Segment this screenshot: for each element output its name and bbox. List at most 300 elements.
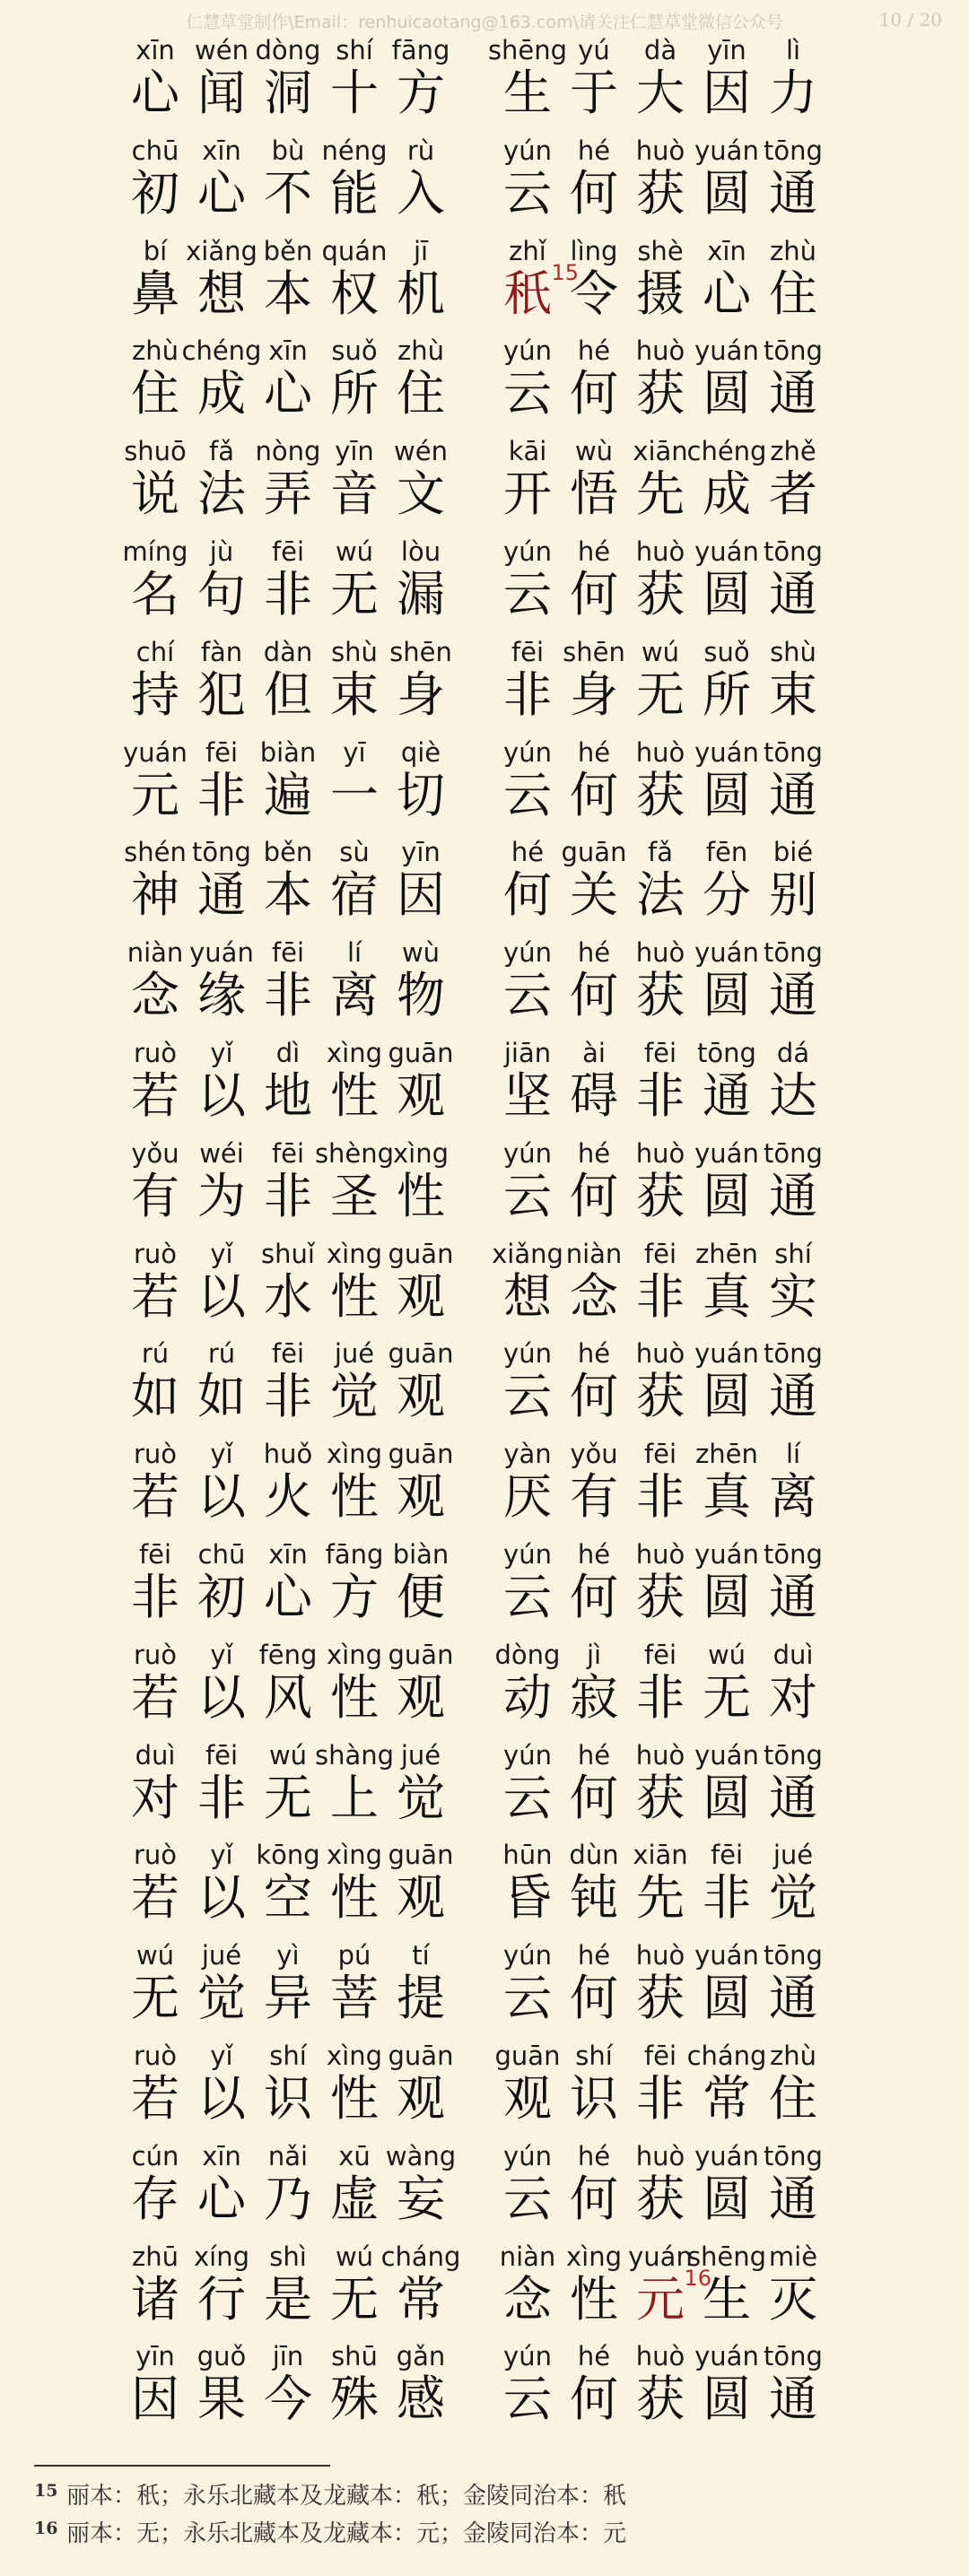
hanzi: 圆 xyxy=(703,1167,751,1224)
character-cell xyxy=(188,836,255,936)
footnote-marker[interactable]: 16 xyxy=(684,2265,711,2291)
character-cell xyxy=(255,1037,321,1137)
verse-line xyxy=(122,1037,858,1137)
character-cell xyxy=(255,1337,321,1438)
hanzi: 何 xyxy=(570,967,618,1024)
pinyin: lòu xyxy=(400,535,441,567)
hanzi: 名 xyxy=(131,565,179,622)
pinyin: hé xyxy=(577,135,611,166)
hanzi: 初 xyxy=(197,1568,246,1625)
hanzi: 非 xyxy=(197,1769,246,1826)
hanzi: 非 xyxy=(264,565,312,622)
verse-phrase-right xyxy=(494,1839,858,1939)
hanzi: 非 xyxy=(264,967,312,1024)
hanzi: 动 xyxy=(503,1668,552,1726)
character-cell xyxy=(760,2040,826,2140)
character-cell xyxy=(122,1438,188,1538)
page-number: 10 / 20 xyxy=(878,9,942,30)
character-cell xyxy=(561,1337,627,1438)
hanzi: 圆 xyxy=(703,164,751,222)
pinyin: guān xyxy=(561,837,627,868)
pinyin: shén xyxy=(124,837,187,868)
pinyin: yǐ xyxy=(210,1238,233,1269)
character-cell xyxy=(760,1238,826,1338)
hanzi: 何 xyxy=(570,365,618,422)
pinyin: huǒ xyxy=(263,1439,313,1470)
pinyin: hé xyxy=(577,937,611,969)
hanzi: 缘 xyxy=(197,967,246,1024)
character-cell xyxy=(188,936,255,1037)
character-cell xyxy=(255,1639,321,1739)
pinyin: niàn xyxy=(127,937,184,969)
hanzi: 以 xyxy=(197,1869,246,1927)
hanzi: 心 xyxy=(197,164,246,222)
pinyin: guān xyxy=(388,2040,454,2071)
character-cell xyxy=(188,1538,255,1639)
pinyin: shēn xyxy=(389,636,452,667)
verse-phrase-left xyxy=(122,435,485,535)
hanzi: 非 xyxy=(636,1668,685,1726)
character-cell xyxy=(388,1037,454,1137)
hanzi: 入 xyxy=(397,164,445,222)
verse-phrase-left xyxy=(122,936,485,1037)
pinyin: quán xyxy=(321,235,388,266)
verse-phrase-left xyxy=(122,1337,485,1438)
character-cell xyxy=(388,1137,454,1238)
character-cell xyxy=(188,1438,255,1538)
pinyin: kāi xyxy=(508,436,547,467)
pinyin: yǐ xyxy=(210,1439,233,1470)
character-cell xyxy=(388,1639,454,1739)
pinyin: hé xyxy=(577,1338,611,1370)
character-cell xyxy=(760,235,826,335)
character-cell xyxy=(122,435,188,535)
character-cell xyxy=(188,1137,255,1238)
pinyin: shí xyxy=(269,2040,307,2071)
hanzi: 乃 xyxy=(264,2170,312,2227)
character-cell xyxy=(122,535,188,636)
pinyin: yǐ xyxy=(210,1639,233,1670)
hanzi: 无 xyxy=(330,565,379,622)
character-cell xyxy=(760,34,826,135)
hanzi: 秖 15 xyxy=(503,259,579,322)
character-cell xyxy=(760,1438,826,1538)
character-cell xyxy=(321,2040,388,2140)
hanzi: 住 xyxy=(769,2069,817,2127)
hanzi: 觉 xyxy=(769,1869,817,1927)
pinyin: hé xyxy=(577,1739,611,1771)
hanzi: 想 xyxy=(197,265,246,322)
character-cell xyxy=(561,535,627,636)
pinyin: dùn xyxy=(569,1840,619,1871)
hanzi: 性 xyxy=(330,1668,379,1726)
character-cell xyxy=(561,1839,627,1939)
character-cell xyxy=(561,1438,627,1538)
hanzi: 云 xyxy=(503,2371,552,2428)
verse-line xyxy=(122,2241,858,2341)
pinyin: suǒ xyxy=(703,636,750,667)
character-cell xyxy=(494,1137,561,1238)
pinyin: jīn xyxy=(272,2341,304,2372)
hanzi: 风 xyxy=(264,1668,312,1726)
pinyin: xìng xyxy=(326,1639,382,1670)
character-cell xyxy=(627,1137,694,1238)
character-cell xyxy=(627,1337,694,1438)
hanzi: 性 xyxy=(330,1267,379,1325)
pinyin: xiān xyxy=(633,1840,688,1871)
pinyin: hé xyxy=(511,837,545,868)
character-cell xyxy=(321,1839,388,1939)
verse-phrase-left xyxy=(122,1939,485,2040)
pinyin: lí xyxy=(346,937,362,969)
verse-phrase-right xyxy=(494,1939,858,2040)
verse-line xyxy=(122,736,858,837)
hanzi: 通 xyxy=(769,766,817,823)
pinyin: shèng xyxy=(314,1137,395,1169)
hanzi: 离 xyxy=(769,1468,817,1526)
verse-line xyxy=(122,936,858,1037)
hanzi: 性 xyxy=(570,2270,618,2328)
hanzi: 通 xyxy=(769,2170,817,2227)
character-cell xyxy=(321,335,388,435)
character-cell xyxy=(255,2241,321,2341)
verse-phrase-left xyxy=(122,335,485,435)
hanzi: 非 xyxy=(264,1368,312,1425)
character-cell xyxy=(561,335,627,435)
hanzi: 成 xyxy=(197,365,246,422)
verse-phrase-right xyxy=(494,636,858,736)
character-cell xyxy=(494,2040,561,2140)
character-cell xyxy=(255,1839,321,1939)
hanzi: 法 xyxy=(636,866,685,924)
hanzi: 通 xyxy=(769,365,817,422)
pinyin: hé xyxy=(577,1940,611,1971)
pinyin: huò xyxy=(635,1739,685,1771)
hanzi: 如 xyxy=(131,1368,179,1425)
pinyin: gǎn xyxy=(396,2341,446,2372)
hanzi: 通 xyxy=(769,1769,817,1826)
footnote-text: 丽本：无；永乐北藏本及龙藏本：元；金陵同治本：元 xyxy=(66,2520,627,2547)
character-cell xyxy=(122,135,188,235)
verse-phrase-left xyxy=(122,1137,485,1238)
character-cell xyxy=(388,135,454,235)
verse-phrase-left xyxy=(122,34,485,135)
pinyin: jué xyxy=(773,1840,814,1871)
verse-phrase-right xyxy=(494,1639,858,1739)
character-cell xyxy=(694,1238,760,1338)
character-cell xyxy=(188,1337,255,1438)
character-cell xyxy=(388,1839,454,1939)
hanzi: 法 xyxy=(197,466,246,523)
pinyin: yún xyxy=(503,135,552,166)
verse-line xyxy=(122,836,858,936)
character-cell xyxy=(760,736,826,837)
character-cell xyxy=(694,836,760,936)
pinyin: chū xyxy=(197,1538,246,1570)
verse-phrase-left xyxy=(122,1839,485,1939)
pinyin: xīn xyxy=(202,2140,241,2171)
character-cell xyxy=(188,34,255,135)
pinyin: yuán xyxy=(694,135,759,166)
character-cell xyxy=(561,1137,627,1238)
pinyin: jī xyxy=(413,235,429,266)
character-cell xyxy=(494,235,579,335)
character-cell xyxy=(760,435,826,535)
character-cell xyxy=(122,34,188,135)
character-cell xyxy=(188,1939,255,2040)
pinyin: yǐ xyxy=(210,1840,233,1871)
pinyin: hé xyxy=(577,535,611,567)
character-cell xyxy=(122,2340,188,2441)
character-cell xyxy=(686,2040,767,2140)
character-cell xyxy=(760,1137,826,1238)
hanzi: 获 xyxy=(636,1970,685,2027)
verse-phrase-right xyxy=(487,34,858,135)
pinyin: tōng xyxy=(764,1538,823,1570)
character-cell xyxy=(122,1238,188,1338)
pinyin: hé xyxy=(577,335,611,367)
pinyin: yǒu xyxy=(131,1137,179,1169)
character-cell xyxy=(686,2241,767,2341)
hanzi: 遍 xyxy=(264,766,312,823)
pinyin: huò xyxy=(635,1137,685,1169)
hanzi: 心 xyxy=(264,1568,312,1625)
verse-line xyxy=(122,1337,858,1438)
verse-line xyxy=(122,1238,858,1338)
character-cell xyxy=(494,435,561,535)
character-cell xyxy=(388,34,454,135)
character-cell xyxy=(255,135,321,235)
hanzi: 对 xyxy=(769,1668,817,1726)
hanzi: 何 xyxy=(570,565,618,622)
pinyin: kōng xyxy=(256,1840,320,1871)
pinyin: yún xyxy=(503,1338,552,1370)
hanzi: 何 xyxy=(570,1970,618,2027)
character-cell xyxy=(186,235,258,335)
hanzi: 神 xyxy=(131,866,179,924)
hanzi: 非 xyxy=(636,1468,685,1526)
footnote-marker[interactable]: 15 xyxy=(551,259,579,285)
pinyin: lì xyxy=(785,35,801,65)
verse-line xyxy=(122,435,858,535)
character-cell xyxy=(561,435,627,535)
hanzi: 犯 xyxy=(197,666,246,723)
pinyin: xìng xyxy=(392,1137,449,1169)
pinyin: fēi xyxy=(643,1037,677,1068)
verse-line xyxy=(122,235,858,335)
pinyin: tōng xyxy=(192,837,251,868)
pinyin: hé xyxy=(577,2140,611,2171)
hanzi: 元 16 xyxy=(636,2265,711,2328)
hanzi: 常 xyxy=(397,2270,445,2328)
hanzi: 何 xyxy=(570,766,618,823)
verse-phrase-right xyxy=(494,1037,858,1137)
character-cell xyxy=(694,235,760,335)
pinyin: niàn xyxy=(565,1238,623,1269)
verse-phrase-left xyxy=(122,836,485,936)
character-cell xyxy=(561,2040,627,2140)
pinyin: jiān xyxy=(503,1037,552,1068)
pinyin: xīn xyxy=(268,335,308,367)
pinyin: wú xyxy=(641,636,680,667)
character-cell xyxy=(188,2140,255,2241)
pinyin: huò xyxy=(635,937,685,969)
hanzi: 非 xyxy=(197,766,246,823)
character-cell xyxy=(388,435,454,535)
pinyin: yún xyxy=(503,2140,552,2171)
pinyin: jué xyxy=(400,1739,441,1771)
hanzi: 性 xyxy=(330,2069,379,2127)
character-cell xyxy=(627,1037,694,1137)
character-cell xyxy=(188,1639,255,1739)
hanzi: 以 xyxy=(197,2069,246,2127)
pinyin: wén xyxy=(394,436,448,467)
verse-line xyxy=(122,335,858,435)
hanzi: 云 xyxy=(503,164,552,222)
pinyin: wàng xyxy=(385,2140,457,2171)
pinyin: xìng xyxy=(326,1037,382,1068)
pinyin: wén xyxy=(195,35,249,65)
character-cell xyxy=(188,2040,255,2140)
verse-phrase-right xyxy=(494,2340,858,2441)
hanzi: 若 xyxy=(131,2069,179,2127)
character-cell xyxy=(321,1037,388,1137)
pinyin: guān xyxy=(388,1840,454,1871)
character-cell xyxy=(255,1538,321,1639)
hanzi: 摄 xyxy=(636,265,685,322)
hanzi: 厌 xyxy=(503,1468,552,1526)
pinyin: chéng xyxy=(181,335,262,367)
pinyin: dòng xyxy=(255,35,321,65)
pinyin: běn xyxy=(263,235,313,266)
character-cell xyxy=(388,1337,454,1438)
character-cell xyxy=(188,2241,255,2341)
hanzi: 念 xyxy=(503,2270,552,2328)
pinyin: xīn xyxy=(707,235,746,266)
hanzi: 十 xyxy=(330,65,379,121)
hanzi: 坚 xyxy=(503,1066,552,1124)
pinyin: chū xyxy=(131,135,179,166)
footnote-number: 15 xyxy=(34,2481,58,2501)
hanzi: 地 xyxy=(264,1066,312,1124)
character-cell xyxy=(122,335,188,435)
character-cell xyxy=(760,1839,826,1939)
hanzi: 通 xyxy=(703,1066,751,1124)
character-cell xyxy=(255,435,321,535)
character-cell xyxy=(188,2340,255,2441)
pinyin: huò xyxy=(635,736,685,768)
pinyin: dì xyxy=(275,1037,301,1068)
character-cell xyxy=(561,1939,627,2040)
verse-line xyxy=(122,535,858,636)
pinyin: xiān xyxy=(633,436,688,467)
verse-phrase-left xyxy=(122,636,485,736)
pinyin: duì xyxy=(773,1639,814,1670)
hanzi: 方 xyxy=(397,65,445,121)
character-cell xyxy=(122,1037,188,1137)
pinyin: xìng xyxy=(326,1238,382,1269)
hanzi: 心 xyxy=(131,65,179,121)
hanzi: 无 xyxy=(330,2270,379,2328)
verse-line xyxy=(122,1839,858,1939)
hanzi: 云 xyxy=(503,365,552,422)
hanzi: 非 xyxy=(636,1267,685,1325)
character-cell xyxy=(627,1238,694,1338)
character-cell xyxy=(627,836,694,936)
hanzi: 通 xyxy=(769,1167,817,1224)
verse-phrase-left xyxy=(122,2140,485,2241)
pinyin: nòng xyxy=(255,436,321,467)
pinyin: fǎ xyxy=(648,837,673,868)
pinyin: guǒ xyxy=(196,2341,247,2372)
character-cell xyxy=(255,1739,321,1840)
verse-phrase-right xyxy=(494,1438,858,1538)
hanzi: 开 xyxy=(503,466,552,523)
hanzi: 住 xyxy=(131,365,179,422)
character-cell xyxy=(627,535,694,636)
character-cell xyxy=(188,535,255,636)
character-cell xyxy=(561,836,627,936)
pinyin: shí xyxy=(575,2040,613,2071)
hanzi: 束 xyxy=(769,666,817,723)
hanzi: 何 xyxy=(570,2170,618,2227)
hanzi: 身 xyxy=(570,666,618,723)
pinyin: yī xyxy=(343,736,366,768)
hanzi: 本 xyxy=(264,265,312,322)
pinyin: wù xyxy=(401,937,441,969)
pinyin: miè xyxy=(768,2241,818,2272)
hanzi: 观 xyxy=(397,1668,445,1726)
pinyin: cháng xyxy=(686,2040,767,2071)
character-cell xyxy=(388,1739,454,1840)
hanzi: 有 xyxy=(570,1468,618,1526)
pinyin: fǎ xyxy=(209,436,234,467)
pinyin: yún xyxy=(503,1739,552,1771)
character-cell xyxy=(760,1538,826,1639)
pinyin: yuán xyxy=(189,937,254,969)
verse-line xyxy=(122,2140,858,2241)
hanzi: 离 xyxy=(330,967,379,1024)
character-cell xyxy=(627,1839,694,1939)
hanzi: 是 xyxy=(264,2270,312,2328)
pinyin: yún xyxy=(503,1940,552,1971)
character-cell xyxy=(255,1238,321,1338)
pinyin: tōng xyxy=(764,736,823,768)
hanzi: 性 xyxy=(330,1869,379,1927)
verse-phrase-left xyxy=(122,736,485,837)
character-cell xyxy=(122,736,188,837)
hanzi: 通 xyxy=(769,967,817,1024)
pinyin: wéi xyxy=(199,1137,244,1169)
character-cell xyxy=(122,1538,188,1639)
character-cell xyxy=(122,235,188,335)
pinyin: shí xyxy=(336,35,373,65)
verse-phrase-right xyxy=(494,1538,858,1639)
hanzi: 圆 xyxy=(703,1568,751,1625)
hanzi: 弄 xyxy=(264,466,312,523)
hanzi: 非 xyxy=(703,1869,751,1927)
pinyin: xiǎng xyxy=(492,1238,563,1269)
pinyin: huò xyxy=(635,2140,685,2171)
pinyin: tōng xyxy=(764,1739,823,1771)
character-cell xyxy=(561,1639,627,1739)
pinyin: zhù xyxy=(132,335,179,367)
pinyin: jù xyxy=(209,535,234,567)
pinyin: guān xyxy=(388,1639,454,1670)
footnote-text: 丽本：秖；永乐北藏本及龙藏本：秖；金陵同治本：秖 xyxy=(66,2483,627,2510)
character-cell xyxy=(760,2241,826,2341)
character-cell xyxy=(388,335,454,435)
